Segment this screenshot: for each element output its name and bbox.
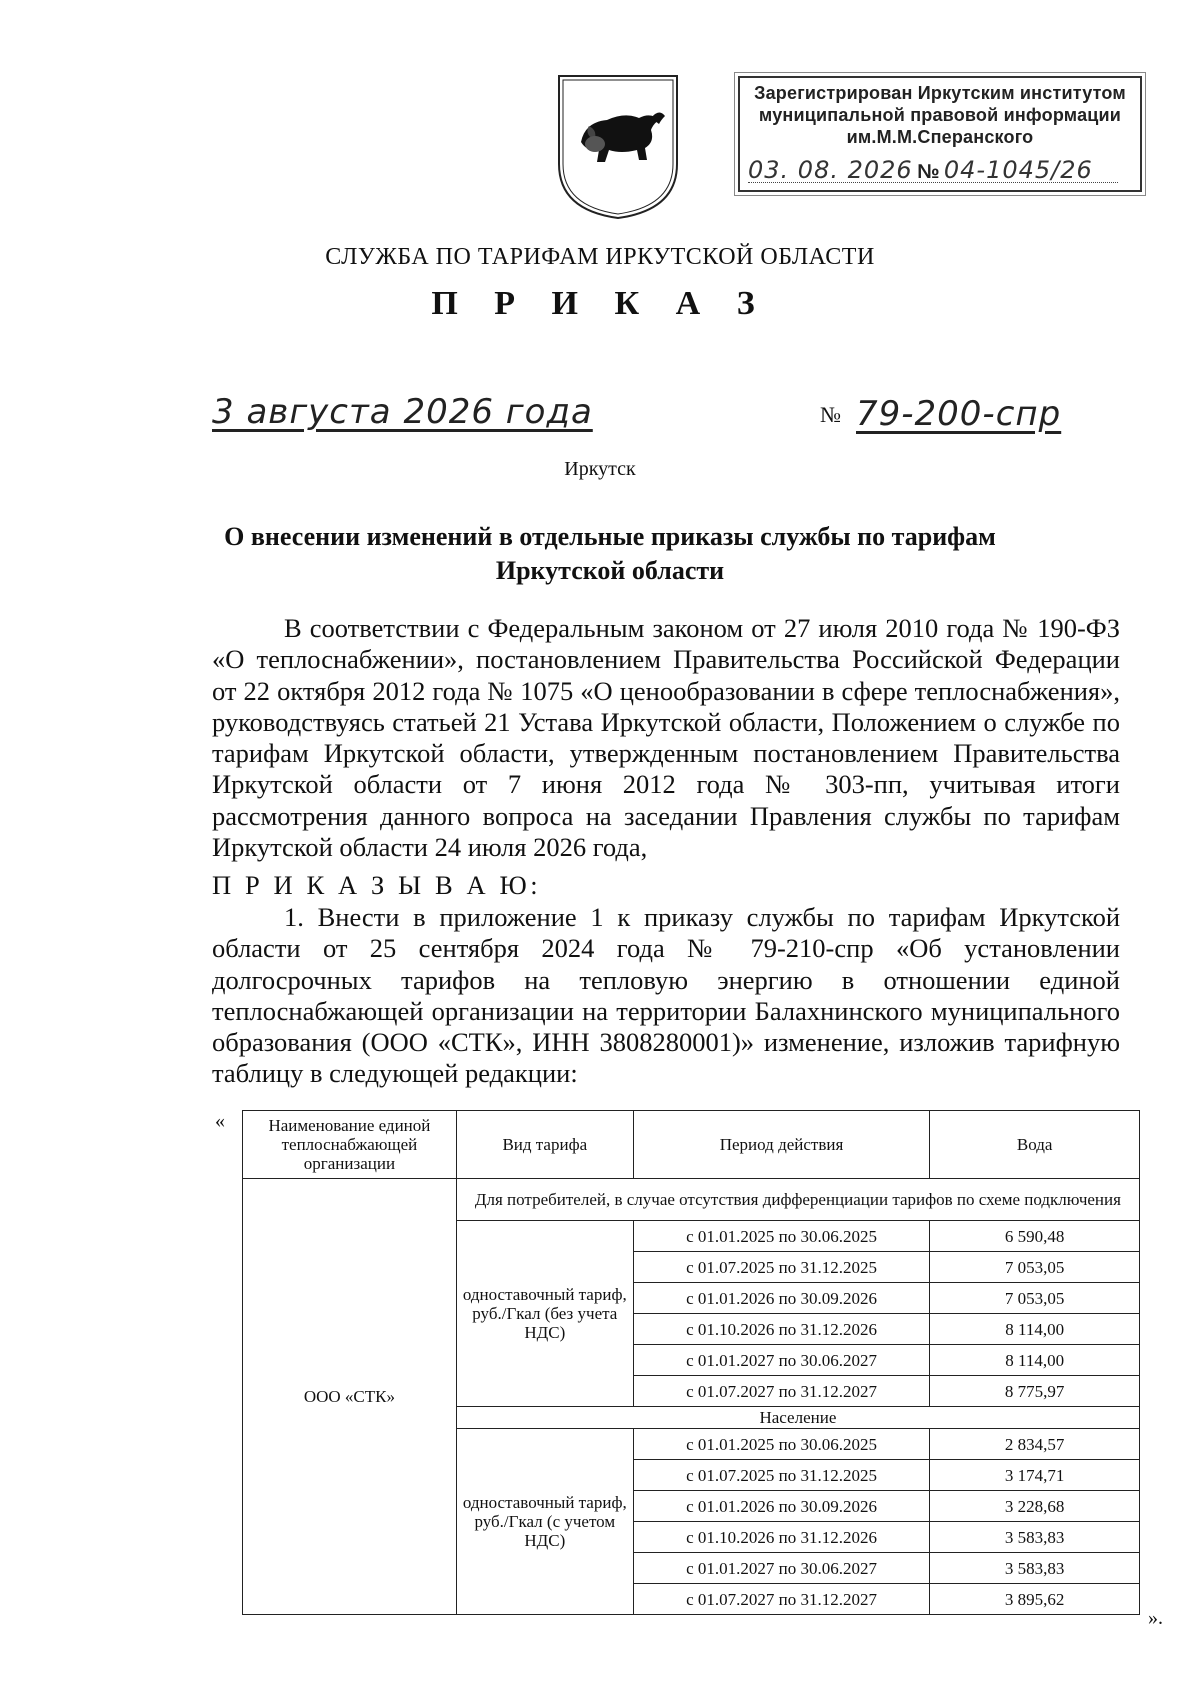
item-1-paragraph: 1. Внести в приложение 1 к приказу службы по тарифам Иркутской области от 25 сентября 2024 года № 79-210-спр «Об установлении долгосрочных тарифов на тепловую энергию в отношении единой теплоснабжающей организации на территории Балахнинского муниципального образования (ООО «СТК», ИНН 3808280001)» изменение, изложив тарифную таблицу в следующей редакции: [212, 902, 1120, 1089]
period-cell: с 01.10.2026 по 31.12.2026 [633, 1522, 930, 1553]
value-cell: 3 895,62 [930, 1584, 1140, 1615]
period-cell: с 01.01.2025 по 30.06.2025 [633, 1221, 930, 1252]
order-date: 3 августа 2026 года [212, 392, 593, 432]
period-cell: с 01.07.2025 по 31.12.2025 [633, 1252, 930, 1283]
group-title-row [243, 1179, 1140, 1221]
stamp-line-2: муниципальной правовой информации [758, 105, 1122, 125]
value-cell: 6 590,48 [930, 1221, 1140, 1252]
value-cell: 7 053,05 [930, 1283, 1140, 1314]
stamp-line-1: Зарегистрирован Иркутским институтом [754, 83, 1126, 103]
period-cell: с 01.01.2026 по 30.09.2026 [633, 1491, 930, 1522]
heading-line-2: Иркутской области [495, 556, 725, 585]
stamp-reg-number: 04-1045/26 [943, 156, 1093, 184]
period-cell: с 01.10.2026 по 31.12.2026 [633, 1314, 930, 1345]
order-number-sign: № [820, 402, 841, 427]
value-cell: 3 583,83 [930, 1553, 1140, 1584]
header-value: Вода [930, 1111, 1140, 1179]
value-cell: 3 583,83 [930, 1522, 1140, 1553]
tariff-table [242, 1110, 1140, 1615]
heading-line-1: О внесении изменений в отдельные приказы службы по тарифам [224, 522, 996, 551]
value-cell: 7 053,05 [930, 1252, 1140, 1283]
period-cell: с 01.01.2026 по 30.09.2026 [633, 1283, 930, 1314]
tariff-type-cell: одноставочный тариф, руб./Гкал (без учета НДС) [456, 1221, 633, 1407]
order-number: 79-200-спр [856, 394, 1062, 434]
stamp-reg-date: 03. 08. 2026 [748, 156, 913, 184]
period-cell: с 01.07.2027 по 31.12.2027 [633, 1584, 930, 1615]
header-org: Наименование единой теплоснабжающей организации [243, 1111, 457, 1179]
tariff-type-cell: одноставочный тариф, руб./Гкал (с учетом НДС) [456, 1429, 633, 1615]
value-cell: 8 775,97 [930, 1376, 1140, 1407]
period-cell: с 01.07.2027 по 31.12.2027 [633, 1376, 930, 1407]
group-title: Население [456, 1407, 1139, 1429]
city: Иркутск [564, 458, 636, 480]
header-type: Вид тарифа [456, 1111, 633, 1179]
value-cell: 3 174,71 [930, 1460, 1140, 1491]
stamp-line-3: им.М.М.Сперанского [846, 127, 1034, 147]
value-cell: 3 228,68 [930, 1491, 1140, 1522]
group-title: Для потребителей, в случае отсутствия дифференциации тарифов по схеме подключения [456, 1179, 1139, 1221]
period-cell: с 01.07.2025 по 31.12.2025 [633, 1460, 930, 1491]
org-name-cell: ООО «СТК» [243, 1179, 457, 1615]
header-period: Период действия [633, 1111, 930, 1179]
period-cell: с 01.01.2025 по 30.06.2025 [633, 1429, 930, 1460]
table-close-quote: ». [1148, 1607, 1163, 1629]
period-cell: с 01.01.2027 по 30.06.2027 [633, 1345, 930, 1376]
coat-of-arms-icon [555, 72, 681, 222]
value-cell: 8 114,00 [930, 1345, 1140, 1376]
prikazyvayu: П Р И К А З Ы В А Ю: [212, 870, 542, 900]
value-cell: 2 834,57 [930, 1429, 1140, 1460]
order-heading [180, 520, 1040, 588]
table-header-row [243, 1111, 1140, 1179]
document-title: П Р И К А З [431, 285, 769, 322]
preamble-paragraph: В соответствии с Федеральным законом от 27 июля 2010 года № 190-ФЗ «О теплоснабжении», постановлением Правительства Российской Федерации от 22 октября 2012 года № 1075 «О ценообразовании в сфере теплоснабжения», руководствуясь статьей 21 Устава Иркутской области, Положением о службе по тарифам Иркутской области, утвержденным постановлением Правительства Иркутской области от 7 июня 2012 года № 303-пп, учитывая итоги рассмотрения данного вопроса на заседании Правления службы по тарифам Иркутской области 24 июля 2026 года, [212, 613, 1120, 863]
stamp-number-sign: № [917, 161, 940, 183]
value-cell: 8 114,00 [930, 1314, 1140, 1345]
table-open-quote: « [215, 1110, 225, 1132]
agency-name: СЛУЖБА ПО ТАРИФАМ ИРКУТСКОЙ ОБЛАСТИ [325, 244, 875, 270]
period-cell: с 01.01.2027 по 30.06.2027 [633, 1553, 930, 1584]
stamp-underline [748, 182, 1118, 183]
registration-stamp [738, 76, 1142, 192]
